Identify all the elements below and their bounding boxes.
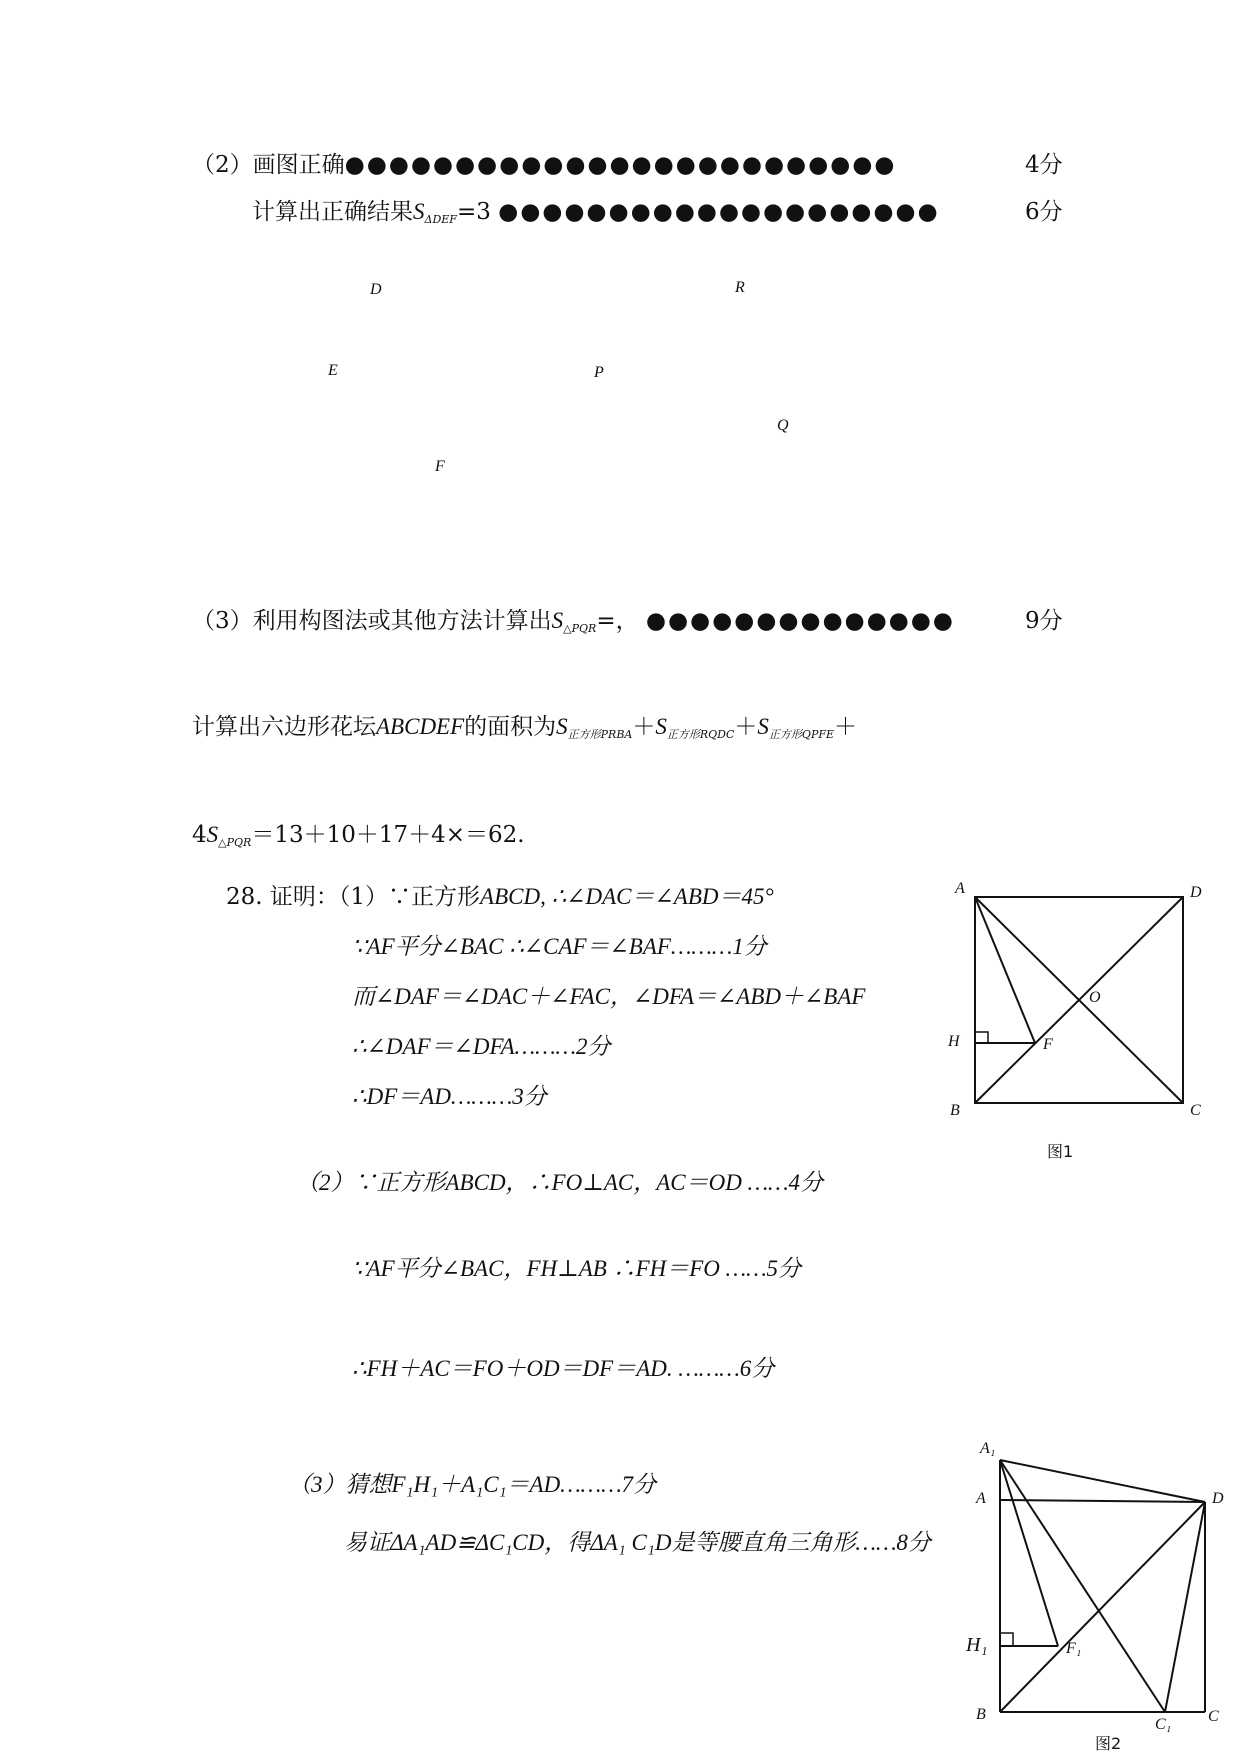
fig2-label-A: A <box>976 1490 986 1507</box>
result-S: S <box>206 822 219 847</box>
part2-line2-sub: ΔDEF <box>424 213 457 226</box>
part3-dots: ●●●●●●●●●●●●●● <box>645 607 955 634</box>
fig1-right-angle-mark <box>975 1032 988 1043</box>
fig2-label-C: C <box>1208 1708 1219 1725</box>
part2-line2-S: S <box>413 199 425 224</box>
grid-label-D: D <box>370 281 382 298</box>
part3-score: 9分 <box>1025 608 1063 634</box>
q28-head-rest: , ∴∠DAC＝∠ABD＝45° <box>540 884 774 909</box>
fig1-label-O: O <box>1089 989 1101 1006</box>
q28-line4: ∴∠DAF＝∠DFA………2分 <box>352 1034 611 1059</box>
hexagon-S3: S <box>757 714 769 739</box>
fig2-label-D: D <box>1212 1490 1224 1507</box>
fig1-label-F: F <box>1043 1036 1053 1053</box>
fig1-label-A: A <box>955 880 965 897</box>
grid-label-F: F <box>435 458 445 475</box>
part3-sub: △PQR <box>563 622 597 635</box>
hexagon-S2: S <box>655 714 667 739</box>
fig2-right-angle-mark <box>1000 1633 1013 1646</box>
hexagon-name: ABCDEF <box>376 714 465 739</box>
hexagon-sub2: 正方形RQDC <box>666 728 735 741</box>
q28-line2: ∵AF平分∠BAC ∴∠CAF＝∠BAF………1分 <box>352 934 767 959</box>
fig2-segment-C1D <box>1165 1502 1205 1712</box>
part2-line2-dots: ●●●●●●●●●●●●●●●●●●●● <box>498 198 940 225</box>
grid-label-Q: Q <box>777 417 789 434</box>
fig2-caption: 图2 <box>1095 1734 1122 1753</box>
hexagon-S1: S <box>556 714 568 739</box>
fig1-label-B: B <box>950 1102 960 1119</box>
grid-label-R: R <box>735 279 745 296</box>
fig2-label-H1: H₁ <box>966 1634 988 1656</box>
part2-line1-dots: ●●●●●●●●●●●●●●●●●●●●●●●●● <box>344 151 897 178</box>
hexagon-sub1: 正方形PRBA <box>567 728 633 741</box>
hexagon-sub3: 正方形QPFE <box>768 728 835 741</box>
result-pre: 4 <box>192 822 207 848</box>
grid-label-P: P <box>594 364 604 381</box>
fig1-label-C: C <box>1190 1102 1201 1119</box>
fig2-label-C1: C₁ <box>1155 1716 1172 1733</box>
fig2-segment-BD <box>1000 1502 1205 1712</box>
part2-line1-score: 4分 <box>1025 152 1063 178</box>
fig2-segment-A1F1 <box>1000 1460 1058 1646</box>
q28-part2-line2: ∵AF平分∠BAC，FH⊥AB ∴FH＝FO ……5分 <box>352 1256 802 1281</box>
fig1-label-H: H <box>948 1033 960 1050</box>
result-sub: △PQR <box>218 836 252 849</box>
fig1-segment-AF <box>975 897 1035 1043</box>
q28-part3-line1: （3）猜想F₁H₁＋A₁C₁＝AD………7分 <box>288 1472 657 1497</box>
part2-line1-text: （2）画图正确 <box>192 152 345 178</box>
fig1-label-D: D <box>1190 884 1202 901</box>
q28-part3-line2: 易证ΔA₁AD≌ΔC₁CD，得ΔA₁ C₁D是等腰直角三角形……8分 <box>344 1530 931 1555</box>
fig2-label-B: B <box>976 1706 986 1723</box>
hexagon-prefix: 计算出六边形花坛 <box>192 714 376 740</box>
part2-line2-score: 6分 <box>1025 199 1063 225</box>
hexagon-plus2: ＋ <box>734 714 758 740</box>
hexagon-plus3: ＋ <box>834 714 858 740</box>
fig1-caption: 图1 <box>1047 1142 1074 1161</box>
grid-label-E: E <box>328 362 338 379</box>
fig2-segment-AD <box>1000 1500 1205 1502</box>
q28-head-text: 28. 证明：（1）∵正方形 <box>226 884 481 910</box>
q28-head-square: ABCD <box>480 884 541 909</box>
q28-line3: 而∠DAF＝∠DAC＋∠FAC，∠DFA＝∠ABD＋∠BAF <box>352 984 866 1009</box>
fig2-segment-A1D <box>1000 1460 1205 1502</box>
q28-part2-line1: （2）∵正方形ABCD，∴FO⊥AC，AC＝OD ……4分 <box>296 1170 823 1195</box>
part2-line2-text: 计算出正确结果 <box>252 199 413 225</box>
fig2-label-F1: F₁ <box>1066 1640 1082 1657</box>
q28-line5: ∴DF＝AD………3分 <box>352 1084 547 1109</box>
fig2-label-A1: A₁ <box>980 1440 996 1457</box>
part2-line2-value: =3 <box>456 199 491 225</box>
hexagon-mid: 的面积为 <box>464 714 557 740</box>
q28-part2-line3: ∴FH＋AC＝FO＋OD＝DF＝AD. ………6分 <box>352 1356 775 1381</box>
result-rest: ＝13＋10＋17＋4×＝62. <box>251 822 525 848</box>
part3-S: S <box>551 608 564 633</box>
part3-text: （3）利用构图法或其他方法计算出 <box>192 608 552 634</box>
hexagon-plus1: ＋ <box>632 714 656 740</box>
fig2-segment-A1C1 <box>1000 1460 1165 1712</box>
part3-eq: =， <box>596 608 639 634</box>
